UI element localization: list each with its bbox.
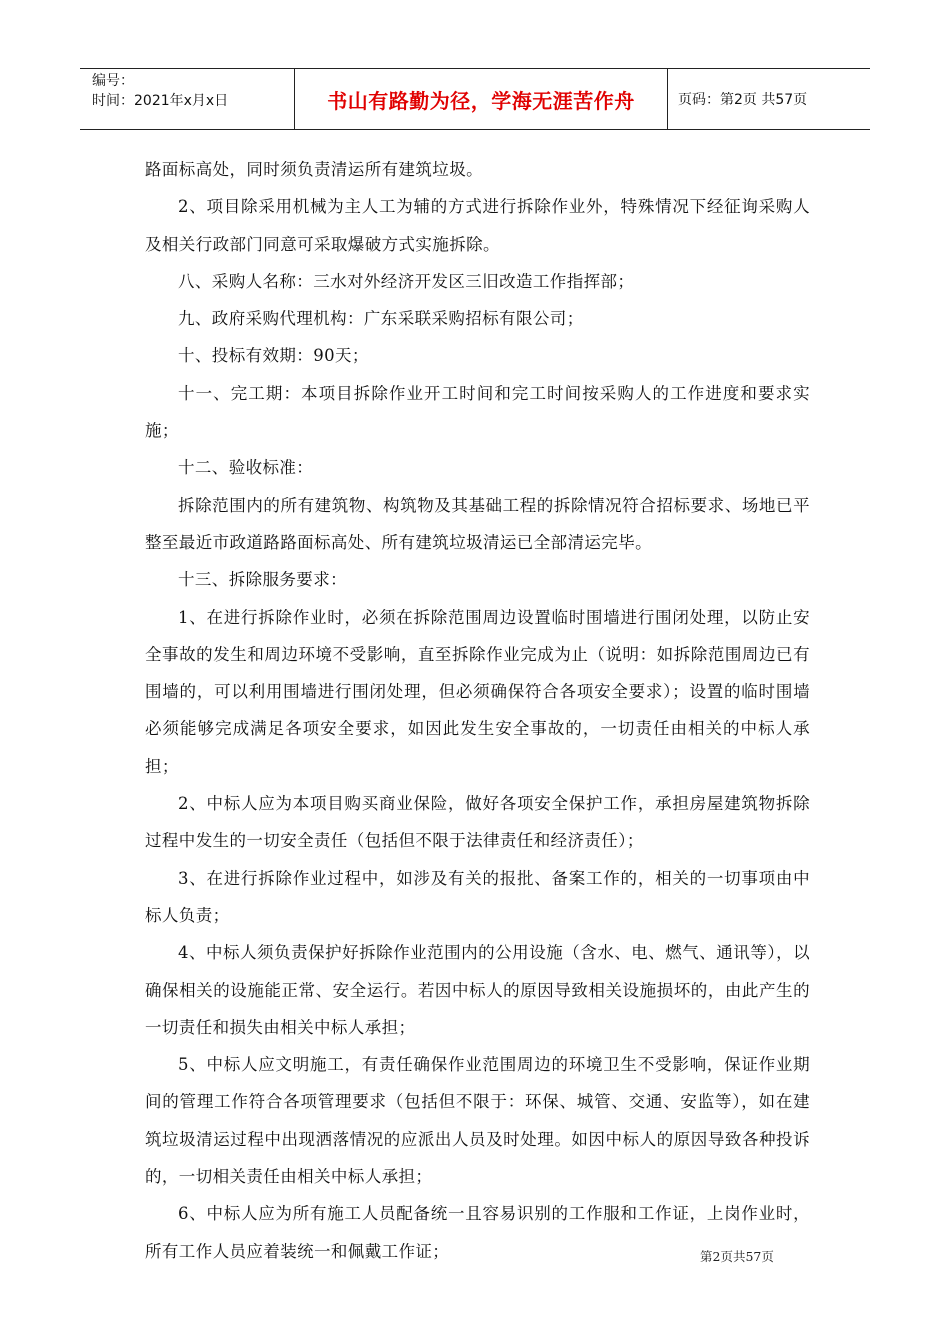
body-paragraph: 九、政府采购代理机构：广东采联采购招标有限公司； xyxy=(178,309,584,329)
body-paragraph: 十一、完工期：本项目拆除作业开工时间和完工时间按采购人的工作进度和要求实施； xyxy=(145,383,810,441)
body-paragraph: 拆除范围内的所有建筑物、构筑物及其基础工程的拆除情况符合招标要求、场地已平整至最近市政道路路面标高处、所有建筑垃圾清运已全部清运完毕。 xyxy=(145,495,810,552)
body-paragraph: 5、中标人应文明施工，有责任确保作业范围周边的环境卫生不受影响，保证作业期间的管理工作符合各项管理要求（包括但不限于：环保、城管、交通、安监等），如在建筑垃圾清运过程中出现洒落情况的应派出人员及时处理。如因中标人的原因导致各种投诉的，一切相关责任由相关中标人承担； xyxy=(145,1055,810,1187)
header-meta xyxy=(80,69,294,129)
page-footer-number: 第2页共57页 xyxy=(700,1249,774,1264)
body-paragraph: 1、在进行拆除作业时，必须在拆除范围周边设置临时围墙进行围闭处理，以防止安全事故的发生和周边环境不受影响，直至拆除作业完成为止（说明：如拆除范围周边已有围墙的，可以利用围墙进行围闭处理，但必须确保符合各项安全要求）；设置的临时围墙必须能够完成满足各项安全要求，如因此发生安全事故的，一切责任由相关的中标人承担； xyxy=(145,607,810,776)
body-paragraph: 3、在进行拆除作业过程中，如涉及有关的报批、备案工作的，相关的一切事项由中标人负责； xyxy=(145,868,810,925)
body-paragraph: 十、投标有效期：90天； xyxy=(178,346,369,366)
body-paragraph: 4、中标人须负责保护好拆除作业范围内的公用设施（含水、电、燃气、通讯等），以确保相关的设施能正常、安全运行。若因中标人的原因导致相关设施损坏的，由此产生的一切责任和损失由相关中标人承担； xyxy=(145,943,810,1037)
document-date: 时间：2021年x月x日 xyxy=(92,93,229,109)
page-header xyxy=(80,68,870,130)
document-body xyxy=(145,151,810,1270)
body-paragraph: 十三、拆除服务要求： xyxy=(178,570,347,590)
body-paragraph: 2、中标人应为本项目购买商业保险，做好各项安全保护工作，承担房屋建筑物拆除过程中发生的一切安全责任（包括但不限于法律责任和经济责任）； xyxy=(145,794,810,851)
body-paragraph: 路面标高处，同时须负责清运所有建筑垃圾。 xyxy=(145,160,483,179)
header-page-code: 页码：第2页 共57页 xyxy=(678,92,808,108)
body-paragraph: 八、采购人名称：三水对外经济开发区三旧改造工作指挥部； xyxy=(178,271,635,291)
body-paragraph: 6、中标人应为所有施工人员配备统一且容易识别的工作服和工作证，上岗作业时，所有工作人员应着装统一和佩戴工作证； xyxy=(145,1204,810,1261)
body-paragraph: 十二、验收标准： xyxy=(178,458,314,478)
header-motto: 书山有路勤为径，学海无涯苦作舟 xyxy=(294,69,668,129)
body-paragraph: 2、项目除采用机械为主人工为辅的方式进行拆除作业外，特殊情况下经征询采购人及相关行政部门同意可采取爆破方式实施拆除。 xyxy=(145,197,810,254)
document-number-label: 编号： xyxy=(92,73,134,89)
